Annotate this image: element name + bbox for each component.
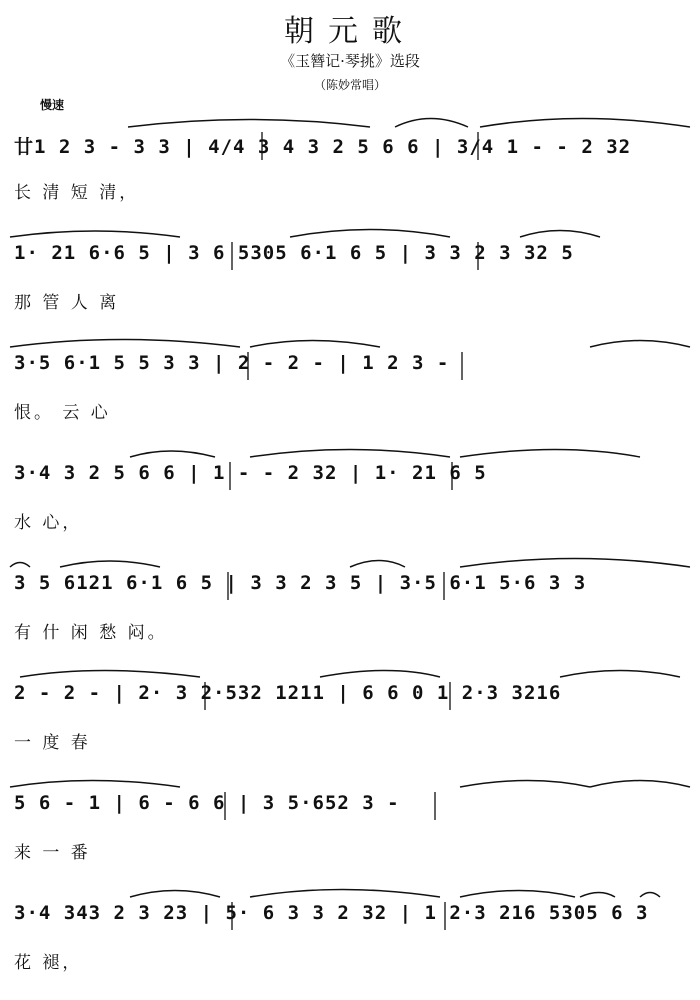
lyric-line: 一 度 春	[14, 733, 91, 753]
lyric-line: 那 管 人 离	[14, 293, 120, 313]
lyric-line: 长 清 短 清，	[14, 183, 140, 203]
notation-line: 3 5 6121 6·1 6 5 | 3 3 2 3 5 | 3·5 6·1 5·6 3 3	[14, 572, 587, 594]
lyric-line: 恨。 云 心	[14, 403, 111, 423]
notation-line: 3·4 3 2 5 6 6 | 1 - - 2 32 | 1· 21 6 5	[14, 462, 487, 484]
notation-line: 5 6 - 1 | 6 - 6 6 | 3 5·652 3 -	[14, 792, 400, 814]
page-title: 朝元歌	[284, 14, 416, 49]
notation-line: 1· 21 6·6 5 | 3 6 5305 6·1 6 5 | 3 3 2 3 32 5	[14, 242, 574, 264]
singer-note: （陈妙常唱）	[313, 78, 386, 92]
lyric-line: 有 什 闲 愁 闷。	[14, 623, 168, 643]
lyric-line: 来 一 番	[14, 843, 91, 863]
lyric-line: 花 褪，	[14, 953, 83, 973]
notation-line: 廿1 2 3 - 3 3 | 4/4 3 4 3 2 5 6 6 | 3/4 1 - - 2 32	[14, 136, 632, 158]
notation-line: 3·4 343 2 3 23 | 5· 6 3 3 2 32 | 1 2·3 216 5305 6 3	[14, 902, 649, 924]
tempo-marking: 慢速	[40, 98, 65, 112]
lyric-line: 水 心，	[14, 513, 83, 533]
notation-line: 2 - 2 - | 2· 3 2·532 1211 | 6 6 0 1 2·3 3216	[14, 682, 562, 704]
subtitle: 《玉簪记·琴挑》选段	[280, 52, 420, 70]
notation-line: 3·5 6·1 5 5 3 3 | 2 - 2 - | 1 2 3 -	[14, 352, 450, 374]
